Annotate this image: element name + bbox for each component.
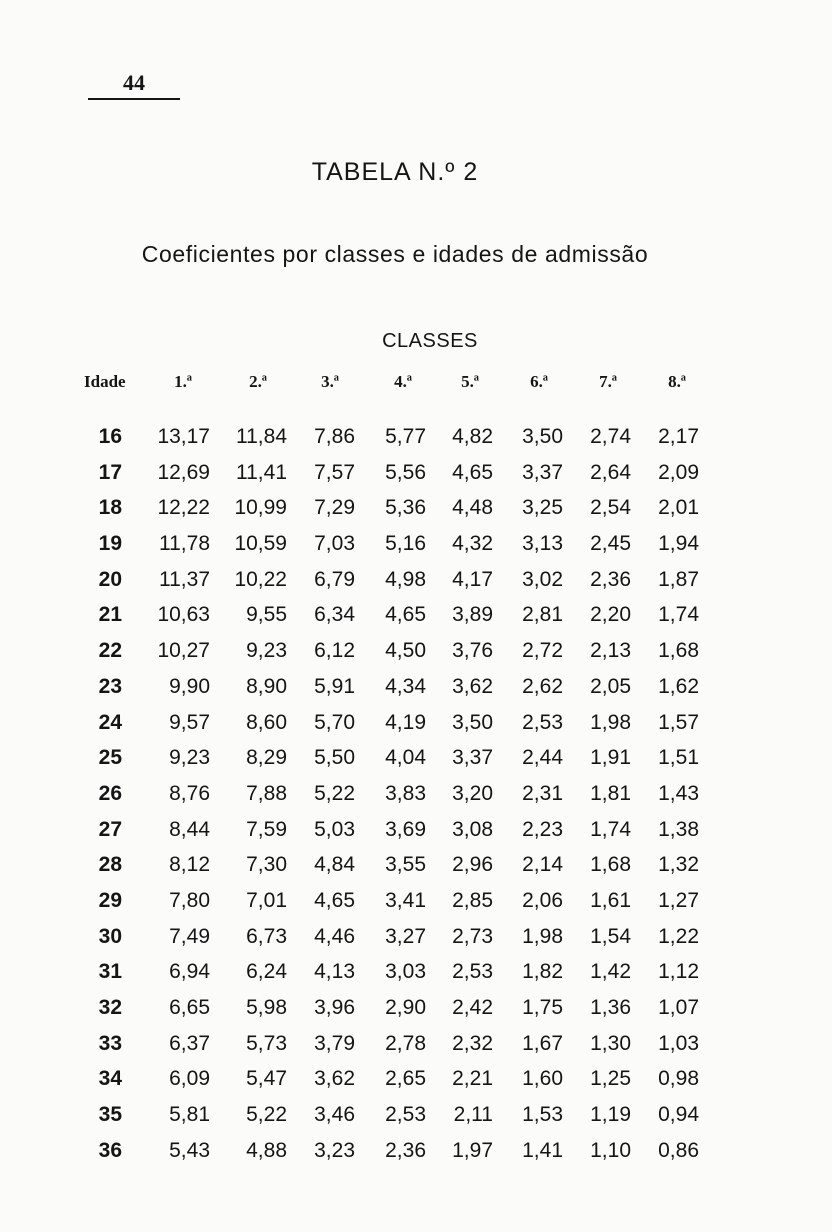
coefficient-cell: 10,22 (234, 567, 287, 591)
coefficient-cell: 3,50 (452, 710, 493, 734)
coefficient-cell: 2,11 (453, 1103, 493, 1127)
coefficient-cell: 3,62 (314, 1067, 355, 1091)
coefficient-cell: 5,36 (385, 496, 426, 520)
coefficient-cell: 1,54 (590, 924, 631, 948)
coefficient-cell: 2,14 (522, 853, 563, 877)
coefficient-cell: 3,27 (385, 924, 426, 948)
coefficient-cell: 1,97 (452, 1138, 493, 1162)
coefficient-cell: 7,03 (314, 532, 355, 556)
coefficient-cell: 1,41 (522, 1138, 563, 1162)
coefficient-cell: 3,37 (522, 460, 563, 484)
coefficient-cell: 1,22 (658, 924, 699, 948)
coefficient-cell: 4,98 (385, 567, 426, 591)
coefficient-cell: 4,19 (385, 710, 426, 734)
column-header-class-1: 1.ª (174, 372, 192, 391)
age-cell: 24 (98, 710, 122, 734)
coefficient-cell: 4,48 (452, 496, 493, 520)
table-row (0, 1064, 832, 1100)
coefficient-cell: 5,43 (169, 1138, 210, 1162)
table-row (0, 779, 832, 815)
coefficient-cell: 1,36 (590, 996, 631, 1019)
coefficient-cell: 5,47 (246, 1067, 287, 1091)
coefficient-cell: 10,27 (157, 639, 210, 663)
coefficient-cell: 12,22 (157, 496, 210, 520)
coefficient-cell: 6,12 (314, 639, 355, 663)
column-header-class-7: 7.ª (599, 372, 617, 391)
coefficient-cell: 3,03 (385, 960, 426, 984)
table-row (0, 600, 832, 636)
coefficient-cell: 2,32 (452, 1031, 493, 1055)
column-header-row (0, 372, 832, 402)
coefficient-cell: 6,37 (169, 1031, 210, 1055)
age-cell: 32 (98, 996, 122, 1019)
coefficient-cell: 9,90 (169, 674, 210, 698)
coefficient-cell: 6,34 (314, 603, 355, 627)
coefficient-cell: 2,81 (522, 603, 563, 627)
coefficient-cell: 2,23 (522, 817, 563, 841)
coefficient-cell: 1,91 (590, 746, 631, 770)
coefficient-cell: 8,76 (169, 781, 210, 805)
column-header-class-5: 5.ª (461, 372, 479, 391)
table-row (0, 636, 832, 672)
age-cell: 36 (98, 1138, 122, 1162)
coefficient-cell: 4,04 (385, 746, 426, 770)
coefficient-cell: 1,27 (658, 888, 699, 912)
coefficient-cell: 2,42 (452, 996, 493, 1019)
coefficient-cell: 1,67 (522, 1031, 563, 1055)
coefficient-cell: 11,78 (159, 532, 210, 556)
column-header-class-3: 3.ª (321, 372, 339, 391)
table-row (0, 1029, 832, 1065)
coefficient-cell: 2,72 (522, 639, 563, 663)
coefficient-cell: 8,90 (246, 674, 287, 698)
coefficient-cell: 5,50 (314, 746, 355, 770)
table-row (0, 708, 832, 744)
coefficient-cell: 5,98 (246, 996, 287, 1019)
column-header-class-6: 6.ª (530, 372, 548, 391)
table-row (0, 993, 832, 1029)
coefficient-cell: 3,46 (314, 1103, 355, 1127)
table-row (0, 672, 832, 708)
coefficient-cell: 5,22 (314, 781, 355, 805)
coefficient-cell: 8,29 (246, 746, 287, 770)
table-row (0, 850, 832, 886)
coefficient-cell: 2,54 (590, 496, 631, 520)
coefficient-cell: 1,25 (590, 1067, 631, 1091)
coefficient-cell: 2,01 (658, 496, 699, 520)
coefficient-cell: 1,43 (658, 781, 699, 805)
coefficient-cell: 1,74 (658, 603, 699, 627)
coefficient-cell: 3,41 (385, 888, 426, 912)
coefficient-cell: 1,38 (658, 817, 699, 841)
age-cell: 25 (98, 746, 122, 770)
table-subtitle: Coeficientes por classes e idades de admissão (141, 241, 649, 267)
age-cell: 26 (98, 781, 122, 805)
coefficient-cell: 2,74 (590, 425, 631, 448)
coefficient-cell: 3,76 (452, 639, 493, 663)
coefficient-cell: 1,98 (590, 710, 631, 734)
age-cell: 23 (98, 674, 122, 698)
coefficient-cell: 3,23 (314, 1138, 355, 1162)
coefficient-cell: 2,53 (385, 1103, 426, 1127)
coefficient-cell: 5,56 (385, 460, 426, 484)
age-cell: 33 (98, 1031, 122, 1055)
coefficient-cell: 7,80 (169, 888, 210, 912)
coefficient-cell: 2,36 (385, 1138, 426, 1162)
table-row (0, 922, 832, 958)
coefficient-cell: 3,25 (522, 496, 563, 520)
coefficient-cell: 3,83 (385, 781, 426, 805)
coefficient-cell: 2,73 (452, 924, 493, 948)
age-cell: 16 (98, 425, 122, 448)
age-cell: 20 (98, 567, 122, 591)
coefficient-cell: 2,53 (452, 960, 493, 984)
coefficient-cell: 0,86 (658, 1138, 699, 1162)
coefficient-cell: 7,29 (314, 496, 355, 520)
table-row (0, 1100, 832, 1136)
coefficient-cell: 1,53 (522, 1103, 563, 1127)
table-row (0, 1136, 832, 1172)
coefficient-cell: 1,62 (658, 674, 699, 698)
column-header-class-8: 8.ª (668, 372, 686, 391)
coefficient-cell: 9,23 (246, 639, 287, 663)
coefficient-cell: 2,62 (522, 674, 563, 698)
coefficient-cell: 1,94 (658, 532, 699, 556)
coefficient-cell: 3,62 (452, 674, 493, 698)
coefficient-cell: 1,19 (590, 1103, 631, 1127)
age-cell: 35 (98, 1103, 122, 1127)
coefficient-cell: 1,60 (522, 1067, 563, 1091)
age-cell: 30 (98, 924, 122, 948)
coefficient-cell: 5,22 (246, 1103, 287, 1127)
coefficient-cell: 10,63 (157, 603, 210, 627)
coefficient-cell: 11,37 (159, 567, 210, 591)
coefficient-cell: 4,65 (314, 888, 355, 912)
coefficient-cell: 1,57 (658, 710, 699, 734)
coefficient-cell: 5,03 (314, 817, 355, 841)
coefficient-cell: 7,88 (246, 781, 287, 805)
coefficient-cell: 5,81 (169, 1103, 210, 1127)
coefficient-cell: 6,73 (246, 924, 287, 948)
coefficient-cell: 6,79 (314, 567, 355, 591)
coefficient-cell: 1,81 (590, 781, 631, 805)
age-cell: 22 (98, 639, 122, 663)
coefficient-cell: 1,61 (590, 888, 631, 912)
coefficient-cell: 1,07 (658, 996, 699, 1019)
coefficient-cell: 10,99 (234, 496, 287, 520)
coefficient-cell: 1,30 (590, 1031, 631, 1055)
coefficient-cell: 5,16 (385, 532, 426, 556)
age-cell: 27 (98, 817, 122, 841)
coefficient-cell: 3,96 (314, 996, 355, 1019)
coefficient-cell: 2,96 (452, 853, 493, 877)
coefficient-cell: 7,86 (314, 425, 355, 448)
coefficient-cell: 2,31 (522, 781, 563, 805)
coefficient-cell: 1,03 (658, 1031, 699, 1055)
age-cell: 18 (98, 496, 122, 520)
table-row (0, 493, 832, 529)
coefficient-cell: 4,34 (385, 674, 426, 698)
coefficient-cell: 7,57 (314, 460, 355, 484)
coefficient-cell: 5,73 (246, 1031, 287, 1055)
coefficient-cell: 5,91 (314, 674, 355, 698)
coefficient-cell: 6,09 (169, 1067, 210, 1091)
coefficients-table-body (0, 422, 832, 1171)
table-title: TABELA N.º 2 (311, 158, 479, 186)
coefficient-cell: 3,50 (522, 425, 563, 448)
coefficient-cell: 3,55 (385, 853, 426, 877)
coefficient-cell: 1,98 (522, 924, 563, 948)
coefficient-cell: 7,30 (246, 853, 287, 877)
coefficient-cell: 8,44 (169, 817, 210, 841)
coefficient-cell: 2,17 (658, 425, 699, 448)
coefficient-cell: 2,21 (452, 1067, 493, 1091)
coefficient-cell: 3,20 (452, 781, 493, 805)
coefficient-cell: 1,42 (590, 960, 631, 984)
coefficient-cell: 12,69 (157, 460, 210, 484)
coefficient-cell: 3,02 (522, 567, 563, 591)
table-row (0, 886, 832, 922)
coefficient-cell: 4,84 (314, 853, 355, 877)
table-row (0, 957, 832, 993)
coefficient-cell: 4,82 (452, 425, 493, 448)
coefficient-cell: 9,57 (169, 710, 210, 734)
coefficient-cell: 1,68 (590, 853, 631, 877)
coefficient-cell: 2,65 (385, 1067, 426, 1091)
coefficient-cell: 1,12 (658, 960, 699, 984)
coefficient-cell: 2,20 (590, 603, 631, 627)
coefficient-cell: 1,51 (658, 746, 699, 770)
coefficient-cell: 6,24 (246, 960, 287, 984)
coefficient-cell: 1,74 (590, 817, 631, 841)
coefficient-cell: 9,55 (246, 603, 287, 627)
column-header-class-2: 2.ª (249, 372, 267, 391)
table-row (0, 529, 832, 565)
coefficient-cell: 1,68 (658, 639, 699, 663)
coefficient-cell: 9,23 (169, 746, 210, 770)
coefficient-cell: 4,13 (314, 960, 355, 984)
coefficient-cell: 2,13 (590, 639, 631, 663)
coefficient-cell: 10,59 (234, 532, 287, 556)
coefficient-cell: 2,06 (522, 888, 563, 912)
coefficient-cell: 1,75 (522, 996, 563, 1019)
coefficient-cell: 5,77 (385, 425, 426, 448)
table-row (0, 422, 832, 458)
coefficient-cell: 5,70 (314, 710, 355, 734)
coefficient-cell: 2,45 (590, 532, 631, 556)
coefficient-cell: 2,53 (522, 710, 563, 734)
classes-group-header: CLASSES (382, 330, 478, 352)
column-header-class-4: 4.ª (394, 372, 412, 391)
coefficient-cell: 7,01 (246, 888, 287, 912)
coefficient-cell: 3,79 (314, 1031, 355, 1055)
coefficient-cell: 11,84 (236, 425, 287, 448)
table-row (0, 743, 832, 779)
coefficient-cell: 8,60 (246, 710, 287, 734)
coefficient-cell: 13,17 (157, 425, 210, 448)
age-cell: 28 (98, 853, 122, 877)
coefficient-cell: 3,37 (452, 746, 493, 770)
coefficient-cell: 2,85 (452, 888, 493, 912)
age-cell: 19 (98, 532, 122, 556)
age-cell: 17 (98, 460, 122, 484)
coefficient-cell: 11,41 (236, 460, 287, 484)
coefficient-cell: 2,64 (590, 460, 631, 484)
coefficient-cell: 4,65 (385, 603, 426, 627)
coefficient-cell: 4,65 (452, 460, 493, 484)
coefficient-cell: 2,44 (522, 746, 563, 770)
coefficient-cell: 2,90 (385, 996, 426, 1019)
coefficient-cell: 0,94 (658, 1103, 699, 1127)
coefficient-cell: 4,50 (385, 639, 426, 663)
age-cell: 21 (98, 603, 122, 627)
coefficient-cell: 1,10 (590, 1138, 631, 1162)
coefficient-cell: 1,87 (658, 567, 699, 591)
age-cell: 31 (98, 960, 122, 984)
coefficient-cell: 6,94 (169, 960, 210, 984)
coefficient-cell: 1,32 (658, 853, 699, 877)
coefficient-cell: 4,88 (246, 1138, 287, 1162)
coefficient-cell: 7,49 (169, 924, 210, 948)
coefficient-cell: 3,69 (385, 817, 426, 841)
coefficient-cell: 3,13 (522, 532, 563, 556)
coefficient-cell: 0,98 (658, 1067, 699, 1091)
table-row (0, 458, 832, 494)
coefficient-cell: 2,78 (385, 1031, 426, 1055)
coefficient-cell: 8,12 (169, 853, 210, 877)
coefficient-cell: 4,32 (452, 532, 493, 556)
column-header-idade: Idade (84, 372, 126, 391)
coefficient-cell: 2,36 (590, 567, 631, 591)
coefficient-cell: 3,08 (452, 817, 493, 841)
coefficient-cell: 1,82 (522, 960, 563, 984)
coefficient-cell: 2,05 (590, 674, 631, 698)
coefficient-cell: 4,17 (452, 567, 493, 591)
table-row (0, 565, 832, 601)
age-cell: 29 (98, 888, 122, 912)
table-row (0, 815, 832, 851)
age-cell: 34 (98, 1067, 122, 1091)
coefficient-cell: 4,46 (314, 924, 355, 948)
page-number: 44 (88, 68, 180, 100)
coefficient-cell: 6,65 (169, 996, 210, 1019)
coefficient-cell: 7,59 (246, 817, 287, 841)
coefficient-cell: 3,89 (452, 603, 493, 627)
coefficient-cell: 2,09 (658, 460, 699, 484)
